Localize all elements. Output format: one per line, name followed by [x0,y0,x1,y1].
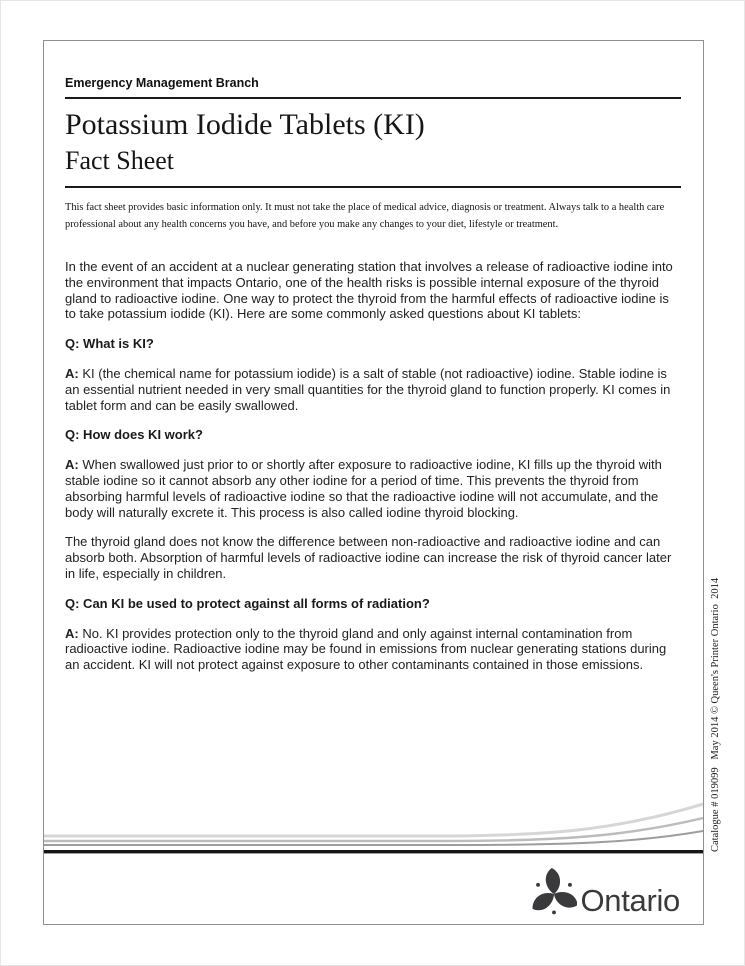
answer-all-forms-of-radiation [65,626,679,673]
answer-how-does-ki-work [65,457,679,520]
header-rule-bottom [65,186,681,188]
answer-what-is-ki [65,366,679,413]
body-copy [65,259,679,673]
swoosh-black-bar [44,850,703,853]
answer-text: KI (the chemical name for potassium iodide) is a salt of stable (not radioactive) iodine. Stable iodine is an essential nutrient needed in very small quantities for the thyroid gland to function properly. KI comes in tablet form and can be easily swallowed. [65,365,671,413]
answer-followup-paragraph: The thyroid gland does not know the difference between non-radioactive and radioactive iodine and can absorb both. Absorption of harmful levels of radioactive iodine can increase the risk of thyroid cancer later in life, especially in children. [65,534,672,581]
answer-prefix: A: [65,457,79,473]
page-title: Potassium Iodide Tablets (KI) [65,108,425,141]
swoosh-line-light [44,804,703,836]
ontario-wordmark: Ontario [580,883,680,918]
answer-text: When swallowed just prior to or shortly after exposure to radioactive iodine, KI fills up the thyroid with stable iodine so it cannot absorb any other iodine for a period of time. This prevents the thyroid from absorbing harmful levels of radioactive iodine so that the radioactive iodine will not accumulate, and the body will naturally excrete it. This process is also called iodine thyroid blocking. [65,457,662,520]
answer-prefix: A: [65,365,79,381]
trillium-icon [531,866,577,919]
swoosh-line-dark [44,831,703,845]
page-subtitle: Fact Sheet [65,146,175,175]
branch-heading: Emergency Management Branch [65,76,259,90]
answer-prefix: A: [65,625,79,641]
question-all-forms-of-radiation: Q: Can KI be used to protect against all forms of radiation? [65,595,430,611]
swoosh-line-mid [44,818,703,841]
question-what-is-ki: Q: What is KI? [65,336,154,352]
page-content [44,41,703,673]
footer-swoosh-graphic [44,799,703,859]
answer-text: No. KI provides protection only to the thyroid gland and only against internal contamination from radioactive iodine. Radioactive iodine may be found in emissions from nuclear generating stations during an accident. KI will not protect against exposure to other contaminants contained in those emissions. [65,625,667,673]
disclaimer-text: This fact sheet provides basic information only. It must not take the place of medical advice, diagnosis or treatment. Always talk to a health care professional about any health concerns you have, and before you make any changes to your diet, lifestyle or treatment. [65,202,665,230]
header-rule-top [65,97,681,99]
page-border-box [43,40,704,925]
intro-paragraph: In the event of an accident at a nuclear generating station that involves a release of radioactive iodine into the environment that impacts Ontario, one of the health risks is possible internal exposure of the thyroid gland to radioactive iodine. One way to protect the thyroid from the harmful effects of radioactive iodine is to take potassium iodide (KI). Here are some commonly asked questions about KI tablets: [65,259,673,322]
ontario-logo [531,866,680,919]
question-how-does-ki-work: Q: How does KI work? [65,427,203,443]
catalogue-sidebar-note: Catalogue # 019099 May 2014 © Queen's Printer Ontario 2014 [710,577,721,852]
